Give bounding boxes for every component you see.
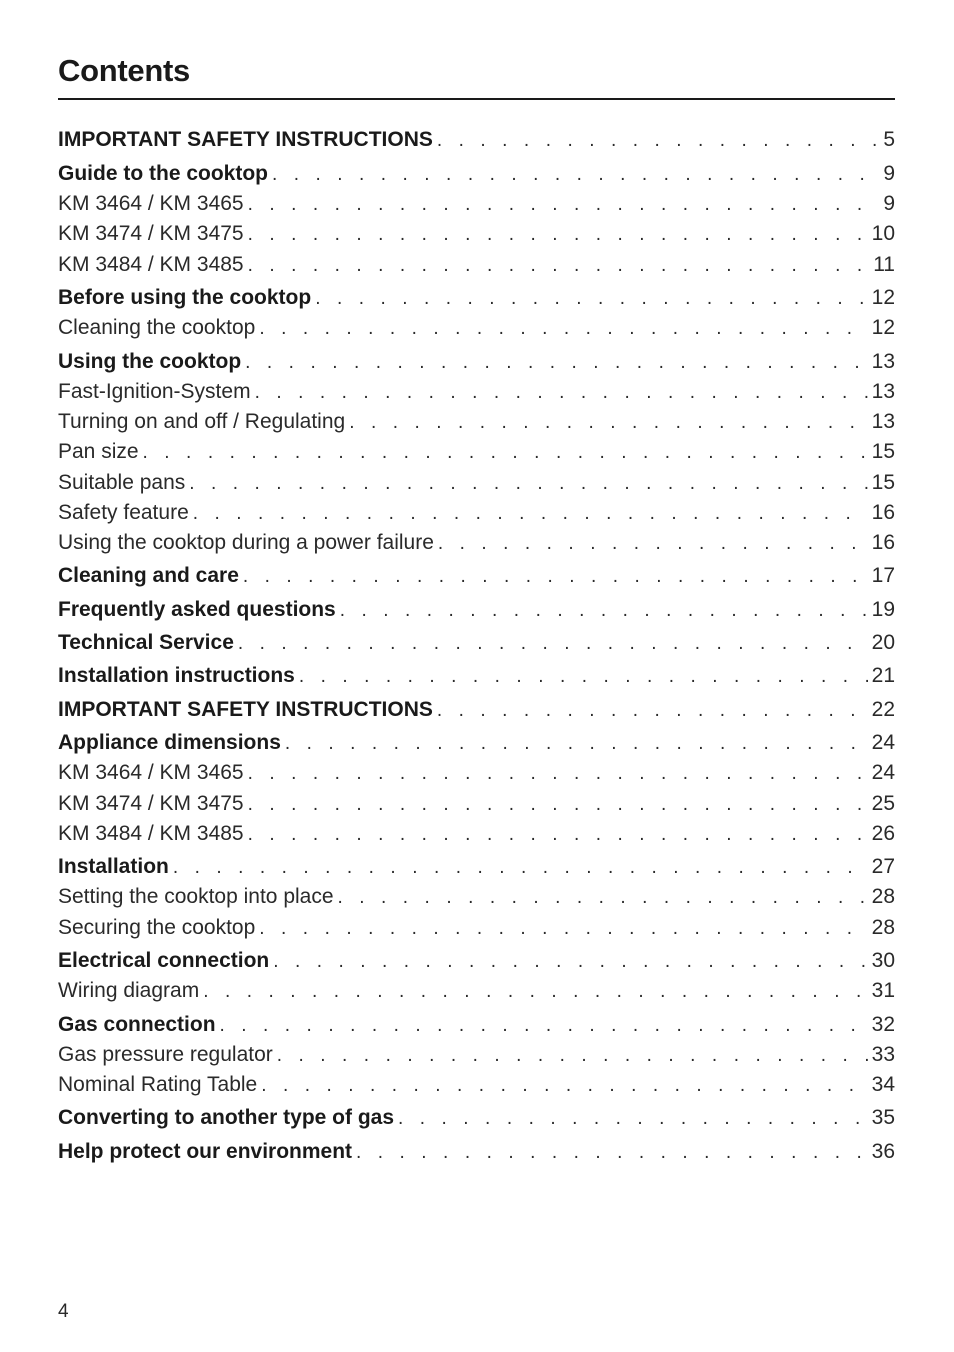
toc-entry-label: Pan size bbox=[58, 440, 139, 463]
toc-entry-label: Wiring diagram bbox=[58, 979, 200, 1002]
toc-leader-dots bbox=[220, 1011, 868, 1041]
toc-leader-dots bbox=[243, 562, 868, 592]
toc-entry[interactable] bbox=[58, 219, 895, 249]
toc-entry[interactable] bbox=[58, 1103, 895, 1133]
toc-entry[interactable] bbox=[58, 695, 895, 725]
toc-leader-dots bbox=[248, 820, 868, 850]
toc-entry-page: 12 bbox=[871, 286, 895, 309]
toc-entry-page: 13 bbox=[871, 380, 895, 403]
toc-entry-page: 24 bbox=[871, 761, 895, 784]
toc-entry-label: Installation instructions bbox=[58, 664, 295, 687]
toc-leader-dots bbox=[338, 883, 868, 913]
toc-entry-label: Setting the cooktop into place bbox=[58, 885, 334, 908]
toc-entry-page: 5 bbox=[883, 128, 895, 151]
toc-entry-label: KM 3464 / KM 3465 bbox=[58, 192, 244, 215]
toc-leader-dots bbox=[173, 853, 868, 883]
toc-entry[interactable] bbox=[58, 819, 895, 849]
toc-entry-page: 16 bbox=[871, 501, 895, 524]
toc-entry-label: Cleaning and care bbox=[58, 564, 239, 587]
toc-entry[interactable] bbox=[58, 913, 895, 943]
title-divider bbox=[58, 98, 895, 100]
toc-entry-page: 28 bbox=[871, 885, 895, 908]
toc-entry[interactable] bbox=[58, 789, 895, 819]
toc-entry[interactable] bbox=[58, 125, 895, 155]
toc-entry[interactable] bbox=[58, 313, 895, 343]
toc-entry-label: Gas pressure regulator bbox=[58, 1043, 273, 1066]
toc-leader-dots bbox=[277, 1041, 868, 1071]
toc-entry-page: 22 bbox=[871, 698, 895, 721]
page-number: 4 bbox=[58, 1301, 69, 1322]
toc-entry-page: 20 bbox=[871, 631, 895, 654]
toc-leader-dots bbox=[193, 499, 868, 529]
toc-leader-dots bbox=[299, 662, 868, 692]
toc-entry-page: 36 bbox=[871, 1140, 895, 1163]
toc-leader-dots bbox=[437, 126, 879, 156]
toc-entry-page: 13 bbox=[871, 410, 895, 433]
toc-entry-page: 28 bbox=[871, 916, 895, 939]
toc-entry[interactable] bbox=[58, 946, 895, 976]
toc-leader-dots bbox=[248, 790, 868, 820]
toc-entry[interactable] bbox=[58, 437, 895, 467]
toc-leader-dots bbox=[189, 469, 867, 499]
toc-entry-label: Electrical connection bbox=[58, 949, 270, 972]
toc-entry-page: 9 bbox=[883, 162, 895, 185]
toc-entry[interactable] bbox=[58, 976, 895, 1006]
toc-leader-dots bbox=[272, 160, 879, 190]
toc-entry-page: 21 bbox=[871, 664, 895, 687]
toc-entry-page: 32 bbox=[871, 1013, 895, 1036]
toc-entry-label: Using the cooktop bbox=[58, 350, 242, 373]
toc-entry-label: KM 3474 / KM 3475 bbox=[58, 222, 244, 245]
toc-leader-dots bbox=[340, 596, 868, 626]
toc-entry-label: Gas connection bbox=[58, 1013, 216, 1036]
toc-leader-dots bbox=[248, 190, 880, 220]
toc-entry-label: IMPORTANT SAFETY INSTRUCTIONS bbox=[58, 698, 433, 721]
toc-entry-page: 10 bbox=[871, 222, 895, 245]
toc-entry-page: 34 bbox=[871, 1073, 895, 1096]
toc-entry[interactable] bbox=[58, 498, 895, 528]
toc-entry-page: 25 bbox=[871, 792, 895, 815]
toc-leader-dots bbox=[143, 438, 868, 468]
toc-entry-label: Help protect our environment bbox=[58, 1140, 353, 1163]
toc-leader-dots bbox=[438, 529, 868, 559]
toc-entry-label: Turning on and off / Regulating bbox=[58, 410, 346, 433]
toc-leader-dots bbox=[261, 1071, 867, 1101]
toc-entry[interactable] bbox=[58, 882, 895, 912]
toc-entry[interactable] bbox=[58, 1137, 895, 1167]
toc-leader-dots bbox=[248, 251, 870, 281]
toc-entry[interactable] bbox=[58, 595, 895, 625]
toc-entry-label: Before using the cooktop bbox=[58, 286, 312, 309]
toc-entry[interactable] bbox=[58, 661, 895, 691]
toc-leader-dots bbox=[259, 314, 867, 344]
toc-entry-page: 9 bbox=[883, 192, 895, 215]
toc-entry-page: 30 bbox=[871, 949, 895, 972]
toc-entry-label: Converting to another type of gas bbox=[58, 1106, 395, 1129]
toc-leader-dots bbox=[437, 696, 868, 726]
toc-entry-page: 16 bbox=[871, 531, 895, 554]
toc-entry-label: Securing the cooktop bbox=[58, 916, 256, 939]
toc-entry[interactable] bbox=[58, 189, 895, 219]
toc-entry-label: IMPORTANT SAFETY INSTRUCTIONS bbox=[58, 128, 433, 151]
toc-entry[interactable] bbox=[58, 1040, 895, 1070]
toc-entry-page: 26 bbox=[871, 822, 895, 845]
toc-entry-page: 15 bbox=[871, 471, 895, 494]
toc-entry-label: Suitable pans bbox=[58, 471, 186, 494]
toc-entry[interactable] bbox=[58, 377, 895, 407]
toc-entry-label: Appliance dimensions bbox=[58, 731, 281, 754]
toc-leader-dots bbox=[259, 914, 867, 944]
toc-entry-page: 11 bbox=[873, 253, 895, 276]
toc-leader-dots bbox=[248, 759, 868, 789]
toc-leader-dots bbox=[356, 1138, 868, 1168]
toc-entry[interactable] bbox=[58, 628, 895, 658]
toc-entry[interactable] bbox=[58, 468, 895, 498]
toc-entry[interactable] bbox=[58, 250, 895, 280]
toc-entry[interactable] bbox=[58, 347, 895, 377]
toc-entry-page: 19 bbox=[871, 598, 895, 621]
toc-entry-page: 27 bbox=[871, 855, 895, 878]
toc-entry-label: KM 3464 / KM 3465 bbox=[58, 761, 244, 784]
toc-leader-dots bbox=[273, 947, 867, 977]
toc-entry[interactable] bbox=[58, 1070, 895, 1100]
toc-leader-dots bbox=[255, 378, 868, 408]
toc-entry[interactable] bbox=[58, 528, 895, 558]
toc-entry-page: 15 bbox=[871, 440, 895, 463]
toc-entry-label: Cleaning the cooktop bbox=[58, 316, 256, 339]
toc-leader-dots bbox=[248, 220, 868, 250]
toc-entry[interactable] bbox=[58, 728, 895, 758]
toc-leader-dots bbox=[398, 1104, 868, 1134]
toc-entry-page: 17 bbox=[871, 564, 895, 587]
toc-leader-dots bbox=[238, 629, 868, 659]
toc-entry[interactable] bbox=[58, 758, 895, 788]
toc-leader-dots bbox=[203, 977, 867, 1007]
toc-entry-label: Using the cooktop during a power failure bbox=[58, 531, 434, 554]
toc-entry-label: Frequently asked questions bbox=[58, 598, 336, 621]
toc-entry[interactable] bbox=[58, 561, 895, 591]
toc-leader-dots bbox=[245, 348, 867, 378]
toc-leader-dots bbox=[349, 408, 867, 438]
toc-entry-page: 31 bbox=[871, 979, 895, 1002]
toc-entry[interactable] bbox=[58, 159, 895, 189]
toc-entry-page: 24 bbox=[871, 731, 895, 754]
toc-entry-label: Installation bbox=[58, 855, 169, 878]
toc-entry-label: Technical Service bbox=[58, 631, 234, 654]
toc-entry-label: KM 3484 / KM 3485 bbox=[58, 822, 244, 845]
toc-entry-page: 12 bbox=[871, 316, 895, 339]
toc-entry[interactable] bbox=[58, 407, 895, 437]
toc-entry-label: Nominal Rating Table bbox=[58, 1073, 258, 1096]
toc-leader-dots bbox=[285, 729, 868, 759]
page-title: Contents bbox=[58, 53, 190, 88]
toc-entry-page: 33 bbox=[871, 1043, 895, 1066]
toc-leader-dots bbox=[315, 284, 867, 314]
toc-entry-page: 35 bbox=[871, 1106, 895, 1129]
toc-entry[interactable] bbox=[58, 283, 895, 313]
toc-entry-label: Fast-Ignition-System bbox=[58, 380, 251, 403]
toc-entry-label: KM 3484 / KM 3485 bbox=[58, 253, 244, 276]
toc-entry[interactable] bbox=[58, 852, 895, 882]
toc-entry-label: Guide to the cooktop bbox=[58, 162, 268, 185]
toc-entry-label: Safety feature bbox=[58, 501, 189, 524]
toc-entry[interactable] bbox=[58, 1010, 895, 1040]
toc-entry-page: 13 bbox=[871, 350, 895, 373]
toc-entry-label: KM 3474 / KM 3475 bbox=[58, 792, 244, 815]
